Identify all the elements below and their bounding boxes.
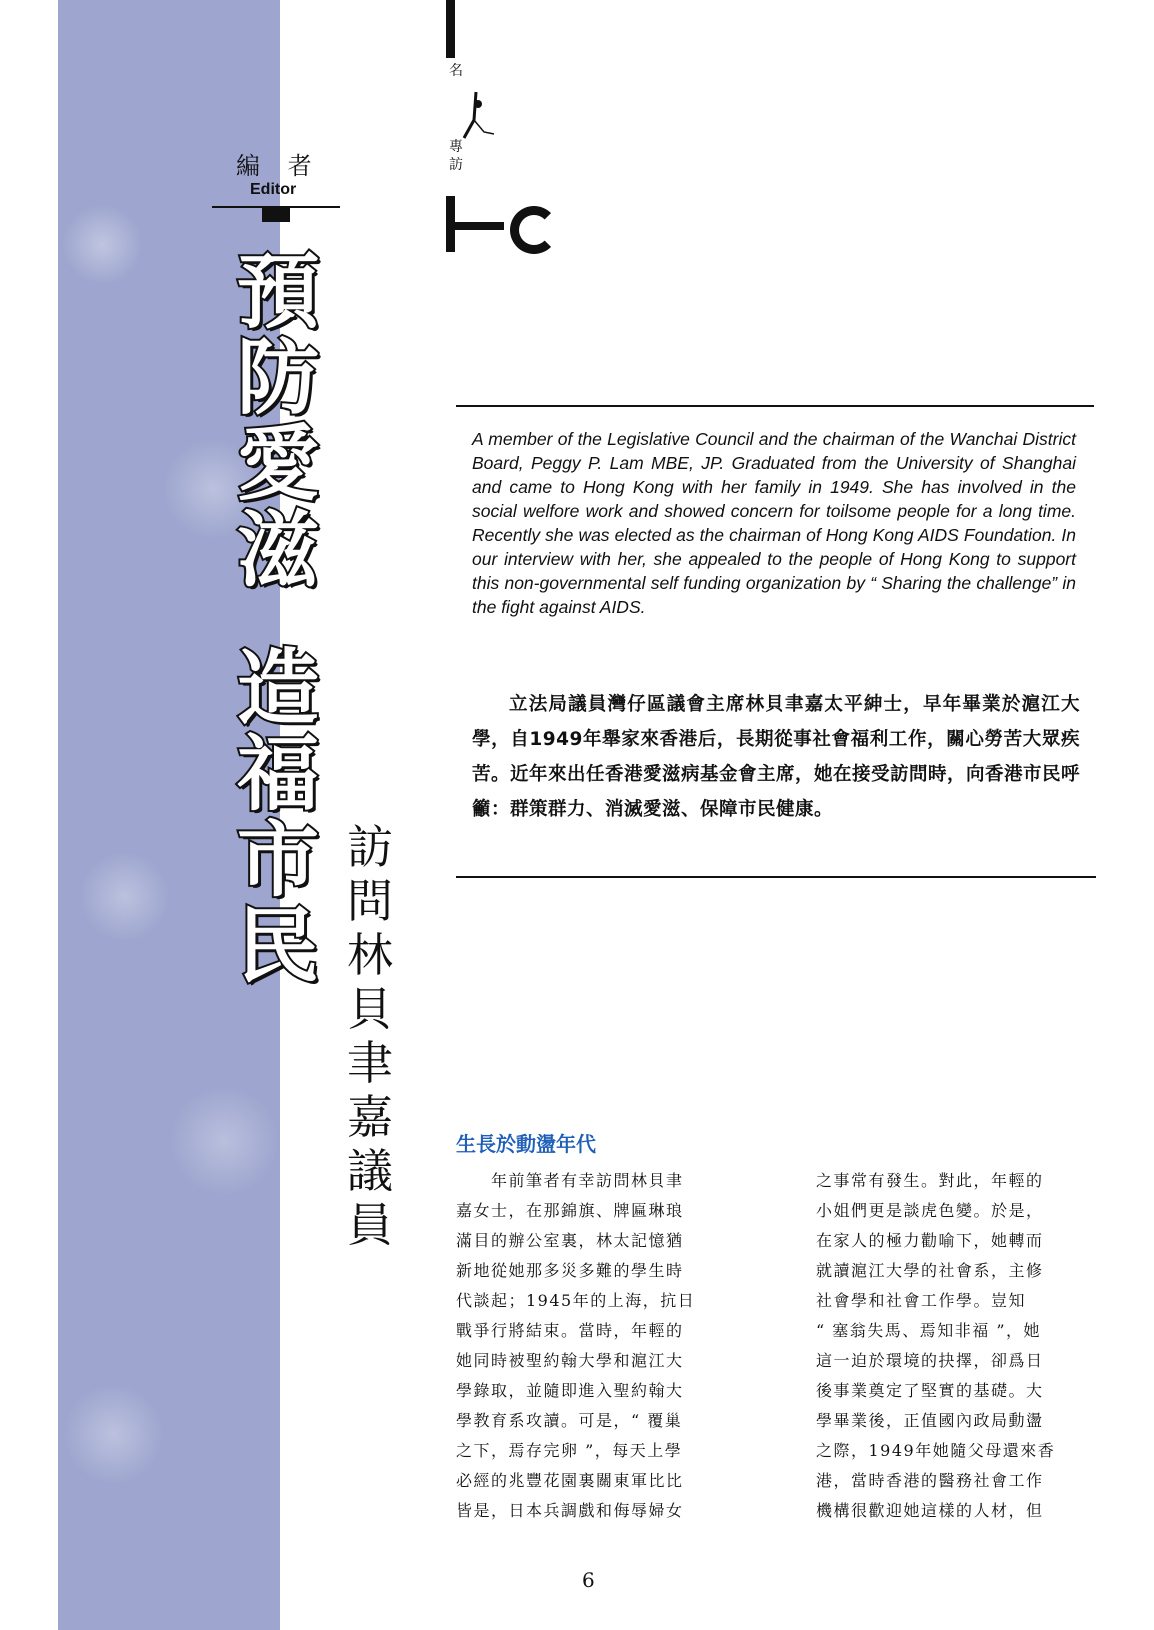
title-char: 預: [236, 245, 319, 340]
body-column-right: [816, 1166, 1084, 1526]
body-line: 這一迫於環境的抉擇，卻爲日: [816, 1351, 1044, 1370]
body-line: “ 塞翁失馬、焉知非福 ”，她: [816, 1321, 1042, 1340]
subtitle-char: 問: [347, 874, 393, 928]
editor-label-zh: 編 者: [236, 152, 322, 180]
subtitle-char: 員: [347, 1198, 393, 1252]
hc-logo-h-cross: [446, 222, 504, 230]
title-char: 防: [236, 331, 319, 426]
column-label-char: 名: [449, 63, 463, 79]
title-char: 愛: [236, 417, 319, 512]
body-line: 學錄取，並隨即進入聖約翰大: [456, 1381, 684, 1400]
body-line: 代談起；1945年的上海，抗日: [456, 1291, 696, 1310]
title-char: 市: [236, 813, 319, 908]
body-line: 學教育系攻讀。可是，“ 覆巢: [456, 1411, 683, 1430]
title-char: 民: [236, 899, 319, 994]
body-line: 她同時被聖約翰大學和滬江大: [456, 1351, 684, 1370]
section-heading: 生長於動盪年代: [456, 1132, 596, 1156]
body-line: 戰爭行將結束。當時，年輕的: [456, 1321, 684, 1340]
body-line: 之際，1949年她隨父母還來香: [816, 1441, 1056, 1460]
title-char: 福: [236, 727, 319, 822]
editor-label-en: Editor: [250, 181, 297, 198]
editor-block: [262, 208, 290, 222]
person-figure-icon: [462, 90, 496, 140]
intro-chinese-paragraph: 立法局議員灣仔區議會主席林貝聿嘉太平紳士，早年畢業於滬江大學，自1949年舉家來香港后，長期從事社會福利工作，關心勞苦大眾疾苦。近年來出任香港愛滋病基金會主席，她在接受訪問時，向香港市民呼籲：群策群力、消滅愛滋、保障市民健康。: [472, 694, 1081, 820]
subtitle-char: 貝: [347, 982, 393, 1036]
body-line: 之下，焉存完卵 ”，每天上學: [456, 1441, 683, 1460]
body-line: 機構很歡迎她這樣的人材，但: [816, 1501, 1044, 1520]
subtitle-char: 議: [347, 1144, 393, 1198]
intro-bottom-rule: [456, 876, 1096, 878]
title-char: 造: [236, 641, 319, 736]
body-line: 滿目的辦公室裏，林太記憶猶: [456, 1231, 684, 1250]
body-line: 之事常有發生。對此，年輕的: [816, 1171, 1044, 1190]
subtitle-char: 聿: [347, 1036, 393, 1090]
body-line: 在家人的極力勸喻下，她轉而: [816, 1231, 1044, 1250]
body-line: 必經的兆豐花園裏關東軍比比: [456, 1471, 684, 1490]
column-label-char: 訪: [449, 157, 463, 173]
intro-chinese: [472, 687, 1080, 827]
body-line: 小姐們更是談虎色變。於是，: [816, 1201, 1044, 1220]
hc-logo-c: [510, 206, 558, 254]
intro-english: A member of the Legislative Council and the chairman of the Wanchai District Board, Peggy P. Lam MBE, JP. Graduated from the University of Shanghai and came to Hong Kong with her family in 1949. She has involved in the social welfore work and showed concern for toilsome people for a long time. Recently she was elected as the chairman of Hong Kong AIDS Foundation. In our interview with her, she appealed to the people of Hong Kong to support this non-governmental self funding organization by “ Sharing the challenge” in the fight against AIDS.: [472, 429, 1076, 617]
subtitle-char: 訪: [347, 820, 393, 874]
column-label-char: 專: [449, 139, 463, 155]
column-logo-bar: [446, 0, 455, 58]
body-line: 社會學和社會工作學。豈知: [816, 1291, 1027, 1310]
body-line: 就讀滬江大學的社會系，主修: [816, 1261, 1044, 1280]
subtitle-char: 嘉: [347, 1090, 393, 1144]
body-line: 學畢業後，正值國內政局動盪: [816, 1411, 1044, 1430]
body-line: 嘉女士，在那錦旗、牌匾琳琅: [456, 1201, 684, 1220]
body-line: 年前筆者有幸訪問林貝聿: [456, 1171, 684, 1190]
body-line: 新地從她那多災多難的學生時: [456, 1261, 684, 1280]
article-title: [228, 245, 328, 994]
title-char: 滋: [236, 503, 319, 598]
body-line: 皆是，日本兵調戲和侮辱婦女: [456, 1501, 684, 1520]
subtitle-char: 林: [347, 928, 393, 982]
page-number: 6: [582, 1568, 595, 1592]
body-line: 後事業奠定了堅實的基礎。大: [816, 1381, 1044, 1400]
title-gap: [228, 594, 328, 646]
body-line: 港，當時香港的醫務社會工作: [816, 1471, 1044, 1490]
intro-top-rule: [456, 405, 1094, 407]
article-subtitle: [340, 820, 400, 1252]
body-column-left: [456, 1166, 724, 1526]
